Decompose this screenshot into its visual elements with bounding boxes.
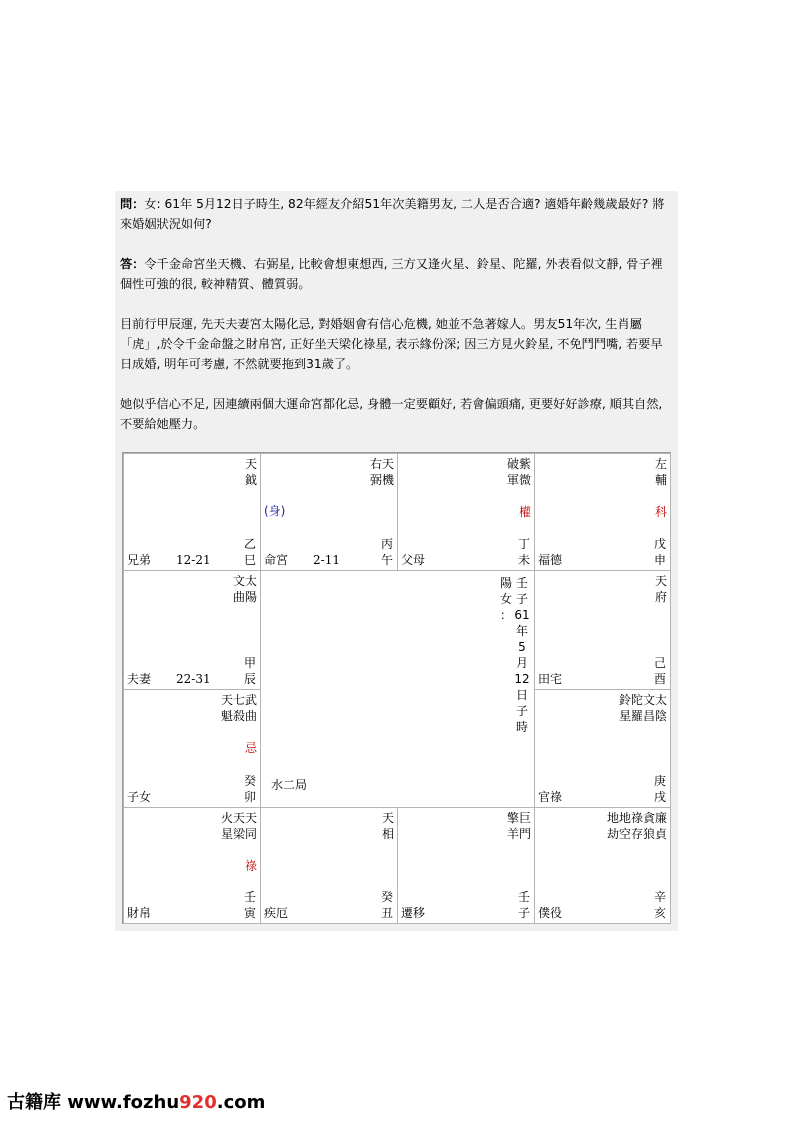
gender-char: ： — [499, 608, 512, 622]
star-row: 左 — [654, 457, 667, 471]
palace-cell-shen — [534, 453, 671, 571]
stem-branch-char: 卯 — [243, 790, 256, 804]
stem-branch-char: 丑 — [380, 906, 393, 920]
star-row: 曲陽 — [232, 590, 257, 604]
birth-date-column — [514, 575, 530, 735]
watermark-footer — [7, 1088, 265, 1114]
palace-name: 子女 — [127, 790, 152, 804]
star-row: 地地祿貪廉 — [606, 811, 667, 825]
star-names — [619, 692, 667, 724]
stem-branch-char: 子 — [517, 906, 530, 920]
palace-name: 財帛 — [127, 906, 152, 920]
birth-date-char: 年 — [515, 624, 528, 638]
stem-branch — [243, 773, 257, 805]
stem-branch — [653, 536, 667, 568]
star-row: 破紫 — [506, 457, 531, 471]
stem-branch-char: 戌 — [653, 790, 666, 804]
transformation-mark: 權 — [518, 505, 531, 519]
stem-branch-char: 亥 — [653, 906, 666, 920]
decade-range: 12-21 — [176, 553, 211, 567]
palace-name: 兄弟 — [127, 553, 152, 567]
stem-branch-char: 甲 — [243, 656, 256, 670]
star-row: 星羅昌陰 — [618, 709, 667, 723]
palace-name: 疾厄 — [264, 906, 289, 920]
star-names — [655, 456, 667, 488]
footer-site-text: 古籍库 www.fozhu — [7, 1092, 180, 1113]
stem-branch-char: 庚 — [653, 774, 666, 788]
star-row: 右天 — [369, 457, 394, 471]
chart-center — [260, 570, 535, 808]
palace-name: 命宮 — [264, 553, 289, 567]
birth-date-char: 月 — [515, 656, 528, 670]
star-row: 鉞 — [244, 473, 257, 487]
star-names — [655, 573, 667, 605]
birth-date-char: 壬 — [515, 576, 528, 590]
star-row: 天七武 — [220, 693, 257, 707]
stem-branch — [517, 889, 531, 921]
palace-cell-wu — [260, 453, 398, 571]
gender-char: 女 — [499, 592, 512, 606]
stem-branch — [653, 889, 667, 921]
palace-name: 官祿 — [538, 790, 563, 804]
stem-branch-char: 己 — [653, 656, 666, 670]
palace-name: 田宅 — [538, 672, 563, 686]
stem-branch-char: 癸 — [380, 890, 393, 904]
stem-branch-char: 辰 — [243, 672, 256, 686]
star-row: 弼機 — [369, 473, 394, 487]
article-block — [115, 191, 678, 931]
star-names — [370, 456, 394, 488]
star-names — [607, 810, 667, 842]
stem-branch — [517, 536, 531, 568]
question-paragraph — [120, 194, 673, 234]
palace-cell-wei — [397, 453, 535, 571]
palace-name: 夫妻 — [127, 672, 152, 686]
birth-date-char: 日 — [515, 688, 528, 702]
stem-branch-char: 乙 — [243, 537, 256, 551]
star-row: 星梁同 — [220, 827, 257, 841]
stem-branch-char: 酉 — [653, 672, 666, 686]
palace-cell-chen — [123, 570, 261, 690]
question-label: 問： — [120, 197, 145, 211]
palace-name: 福德 — [538, 553, 563, 567]
star-row: 文太 — [232, 574, 257, 588]
stem-branch-char: 寅 — [243, 906, 256, 920]
stem-branch-char: 壬 — [517, 890, 530, 904]
body-palace-mark: (身) — [264, 504, 286, 518]
stem-branch-char: 巳 — [243, 553, 256, 567]
gender-char: 陽 — [499, 576, 512, 590]
stem-branch-char: 未 — [517, 553, 530, 567]
star-row: 天 — [244, 457, 257, 471]
footer-site-number: 920 — [179, 1092, 217, 1113]
palace-cell-hai — [534, 807, 671, 924]
stem-branch-char: 癸 — [243, 774, 256, 788]
palace-cell-chou — [260, 807, 398, 924]
birth-date-char: 子 — [515, 592, 528, 606]
footer-site-domain: .com — [216, 1092, 266, 1113]
palace-cell-yin — [123, 807, 261, 924]
star-names — [221, 810, 257, 842]
gender-column — [498, 575, 514, 623]
decade-range: 22-31 — [176, 672, 211, 686]
star-row: 火天天 — [220, 811, 257, 825]
star-row: 鈴陀文太 — [618, 693, 667, 707]
star-row: 輔 — [654, 473, 667, 487]
star-row: 天 — [381, 811, 394, 825]
stem-branch-char: 午 — [380, 553, 393, 567]
stem-branch — [380, 536, 394, 568]
stem-branch — [653, 773, 667, 805]
advice-paragraph: 她似乎信心不足, 因連續兩個大運命宮都化忌, 身體一定要顧好, 若會偏頭痛, 更要好好診療, 順其自然, 不要給她壓力。 — [120, 397, 663, 431]
stem-branch — [653, 655, 667, 687]
stem-branch-char: 丁 — [517, 537, 530, 551]
transformation-mark: 祿 — [244, 859, 257, 873]
star-row: 羊門 — [506, 827, 531, 841]
star-row: 魁殺曲 — [220, 709, 257, 723]
palace-name: 遷移 — [401, 906, 426, 920]
star-names — [507, 810, 531, 842]
palace-cell-you — [534, 570, 671, 690]
palace-name: 僕役 — [538, 906, 563, 920]
decade-range: 2-11 — [313, 553, 340, 567]
birth-date-char: 5 — [518, 640, 526, 654]
stem-branch — [380, 889, 394, 921]
palace-cell-si — [123, 453, 261, 571]
star-names — [507, 456, 531, 488]
element-bureau: 水二局 — [271, 778, 308, 792]
star-names — [221, 692, 257, 724]
question-text: 女: 61年 5月12日子時生, 82年經友介紹51年次美籍男友, 二人是否合適? 適婚年齡幾歲最好? 將來婚姻狀況如何? — [120, 197, 665, 231]
star-row: 劫空存狼貞 — [606, 827, 667, 841]
stem-branch-char: 戊 — [653, 537, 666, 551]
stem-branch-char: 丙 — [380, 537, 393, 551]
stem-branch — [243, 536, 257, 568]
birth-date-char: 12 — [514, 672, 530, 686]
star-names — [245, 456, 257, 488]
birth-info — [498, 575, 530, 735]
palace-cell-zi — [397, 807, 535, 924]
ziwei-chart — [122, 452, 671, 924]
transformation-mark: 忌 — [244, 741, 257, 755]
star-row: 府 — [654, 590, 667, 604]
palace-cell-mao — [123, 689, 261, 808]
birth-date-char: 61 — [514, 608, 530, 622]
stem-branch-char: 壬 — [243, 890, 256, 904]
star-row: 擎巨 — [506, 811, 531, 825]
stem-branch-char: 申 — [653, 553, 666, 567]
star-row: 軍微 — [506, 473, 531, 487]
answer-text: 令千金命宮坐天機、右弼星, 比較會想東想西, 三方又逢火星、鈴星、陀羅, 外表看似文靜, 骨子裡個性可強的很, 較神精質、體質弱。 — [120, 257, 663, 291]
stem-branch — [243, 655, 257, 687]
birth-date-char: 時 — [515, 720, 528, 734]
analysis-paragraph: 目前行甲辰運, 先天夫妻宮太陽化忌, 對婚姻會有信心危機, 她並不急著嫁人。男友51年次, 生肖屬「虎」,於令千金命盤之財帛宮, 正好坐天梁化祿星, 表示緣份深; 因三方見火鈴星, 不免鬥鬥嘴, 若要早日成婚, 明年可考慮, 不然就要拖到31歲了。 — [120, 317, 663, 371]
star-names — [382, 810, 394, 842]
palace-name: 父母 — [401, 553, 426, 567]
answer-paragraph — [120, 254, 673, 294]
article-text — [120, 194, 673, 454]
palace-cell-xu — [534, 689, 671, 808]
stem-branch — [243, 889, 257, 921]
answer-label: 答： — [120, 257, 145, 271]
star-row: 相 — [381, 827, 394, 841]
star-row: 天 — [654, 574, 667, 588]
stem-branch-char: 辛 — [653, 890, 666, 904]
birth-date-char: 子 — [515, 704, 528, 718]
star-names — [233, 573, 257, 605]
transformation-mark: 科 — [654, 505, 667, 519]
